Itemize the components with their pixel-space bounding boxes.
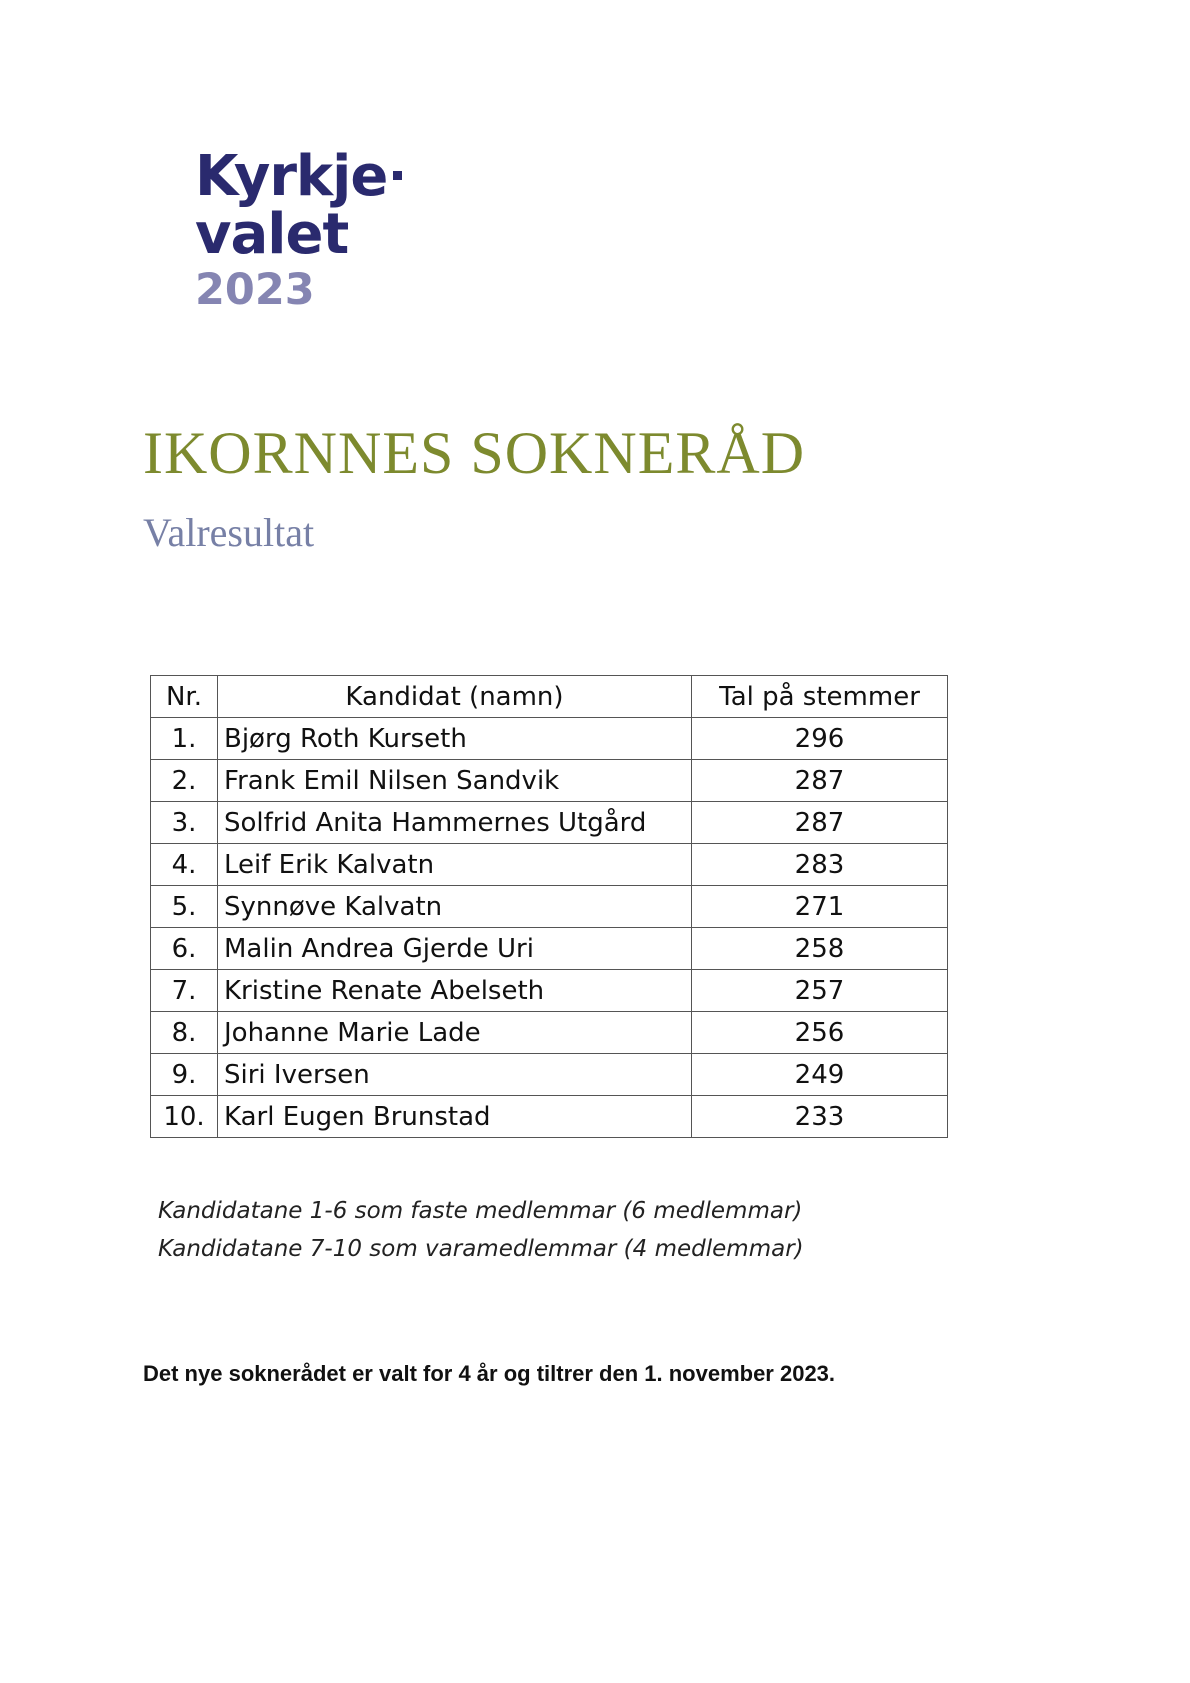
row-votes: 283	[692, 844, 948, 886]
header-nr: Nr.	[151, 676, 218, 718]
table-row	[151, 970, 948, 1012]
table-header-row	[151, 676, 948, 718]
table-row	[151, 886, 948, 928]
table-row	[151, 1054, 948, 1096]
row-nr: 3.	[151, 802, 218, 844]
row-nr: 8.	[151, 1012, 218, 1054]
header-candidate: Kandidat (namn)	[218, 676, 692, 718]
row-nr: 9.	[151, 1054, 218, 1096]
note-regular-members: Kandidatane 1-6 som faste medlemmar (6 medlemmar)	[158, 1198, 803, 1224]
results-table	[150, 675, 948, 1138]
row-nr: 10.	[151, 1096, 218, 1138]
row-votes: 249	[692, 1054, 948, 1096]
row-votes: 271	[692, 886, 948, 928]
row-nr: 2.	[151, 760, 218, 802]
row-candidate: Synnøve Kalvatn	[218, 886, 692, 928]
row-votes: 287	[692, 760, 948, 802]
table-row	[151, 1096, 948, 1138]
row-nr: 4.	[151, 844, 218, 886]
row-candidate: Leif Erik Kalvatn	[218, 844, 692, 886]
row-votes: 256	[692, 1012, 948, 1054]
row-candidate: Karl Eugen Brunstad	[218, 1096, 692, 1138]
row-nr: 7.	[151, 970, 218, 1012]
kyrkjevalet-logo	[195, 144, 402, 315]
table-row	[151, 802, 948, 844]
row-votes: 287	[692, 802, 948, 844]
row-candidate: Malin Andrea Gjerde Uri	[218, 928, 692, 970]
row-votes: 257	[692, 970, 948, 1012]
row-votes: 258	[692, 928, 948, 970]
logo-line-2: valet	[195, 202, 349, 267]
note-deputy-members: Kandidatane 7-10 som varamedlemmar (4 medlemmar)	[158, 1236, 804, 1262]
row-nr: 1.	[151, 718, 218, 760]
row-candidate: Frank Emil Nilsen Sandvik	[218, 760, 692, 802]
header-votes: Tal på stemmer	[692, 676, 948, 718]
logo-dot-icon	[393, 171, 402, 180]
row-votes: 233	[692, 1096, 948, 1138]
logo-line-1: Kyrkje	[195, 144, 388, 209]
footer-statement: Det nye soknerådet er valt for 4 år og tiltrer den 1. november 2023.	[143, 1361, 836, 1386]
row-nr: 5.	[151, 886, 218, 928]
row-candidate: Bjørg Roth Kurseth	[218, 718, 692, 760]
table-row	[151, 844, 948, 886]
row-candidate: Kristine Renate Abelseth	[218, 970, 692, 1012]
row-candidate: Solfrid Anita Hammernes Utgård	[218, 802, 692, 844]
row-nr: 6.	[151, 928, 218, 970]
row-candidate: Siri Iversen	[218, 1054, 692, 1096]
page-subtitle: Valresultat	[143, 510, 315, 555]
table-row	[151, 718, 948, 760]
page-title: IKORNNES SOKNERÅD	[143, 420, 806, 486]
table-row	[151, 1012, 948, 1054]
table-row	[151, 760, 948, 802]
logo-year: 2023	[195, 265, 315, 315]
notes	[158, 1192, 804, 1268]
row-candidate: Johanne Marie Lade	[218, 1012, 692, 1054]
row-votes: 296	[692, 718, 948, 760]
table-row	[151, 928, 948, 970]
